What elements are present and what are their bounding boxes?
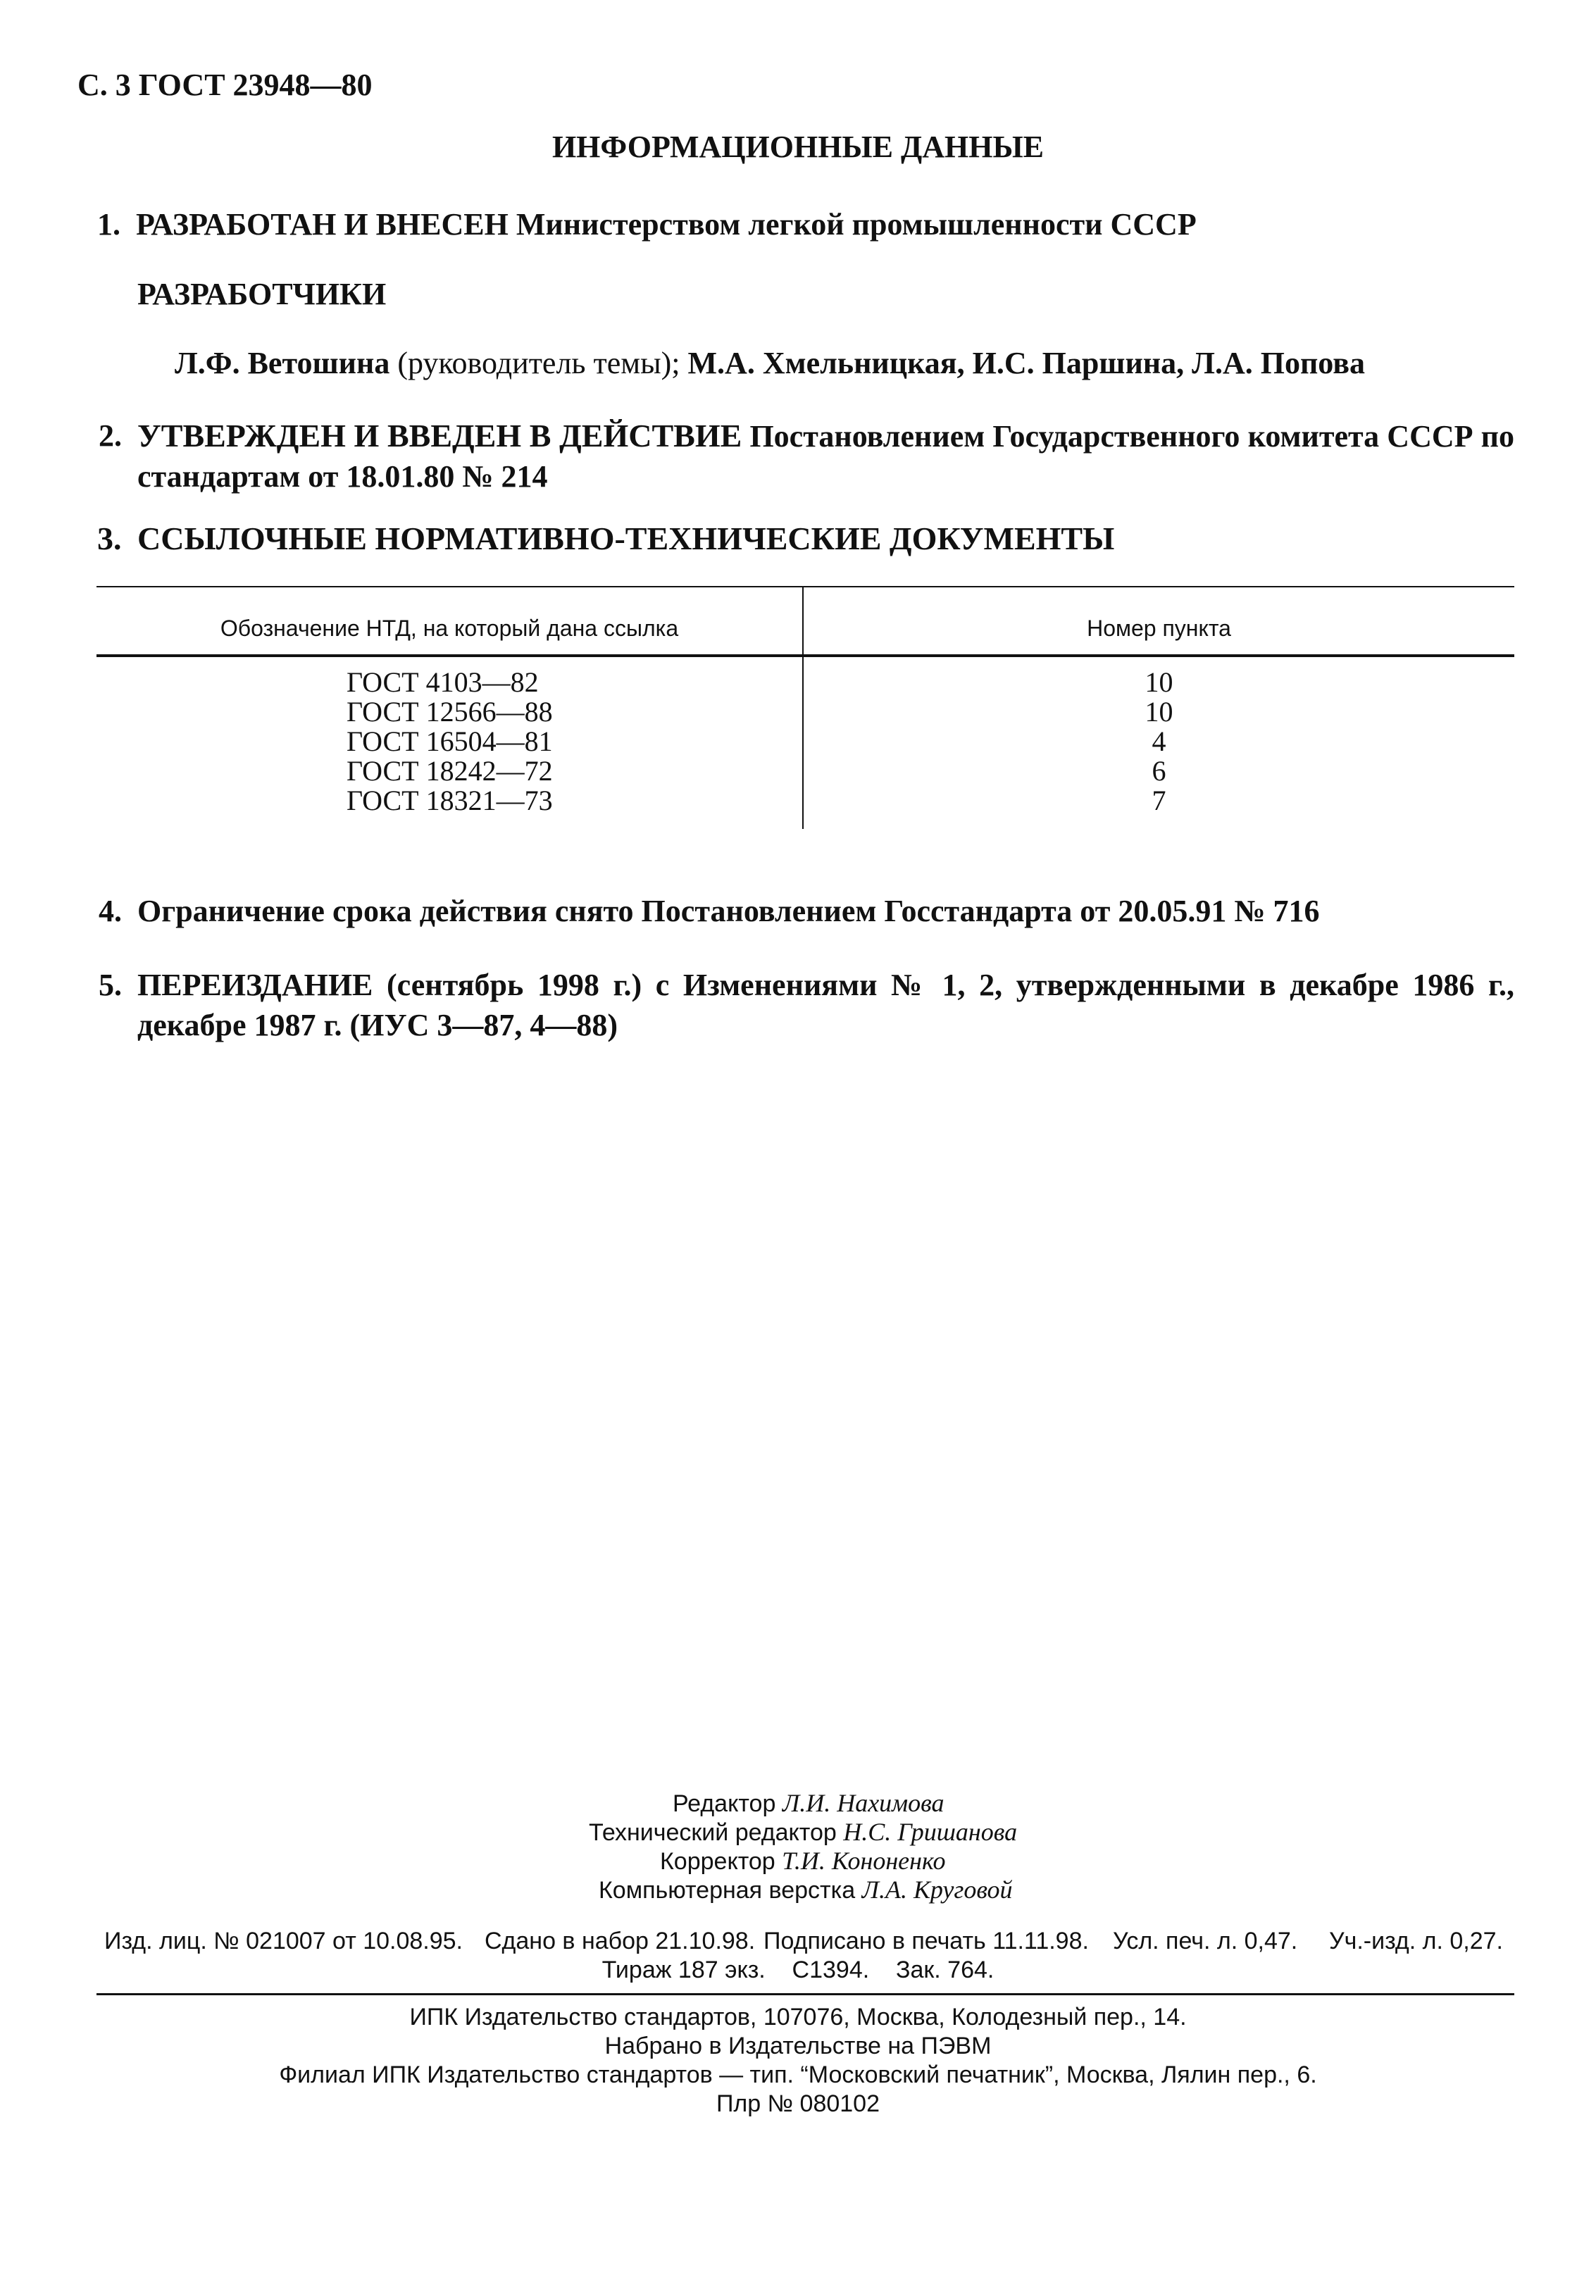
imprint-run: Тираж 187 экз. С1394. Зак. 764.	[601, 1957, 995, 1983]
table-cell-clause: 7	[1152, 785, 1166, 816]
table-cell-clause: 10	[1145, 696, 1173, 728]
table-top-rule	[96, 586, 1514, 587]
section-number: 2.	[99, 418, 122, 453]
credit-role: Компьютерная верстка	[599, 1877, 856, 1904]
credit-name: Н.С. Гришанова	[843, 1818, 1018, 1846]
section-lead: РАЗРАБОТАН И ВНЕСЕН	[136, 207, 509, 242]
table-cell-clause: 10	[1145, 666, 1173, 698]
footer-rule	[96, 1993, 1514, 1995]
table-header-rule	[96, 654, 1514, 657]
section-2	[99, 416, 1514, 497]
credit-role: Технический редактор	[589, 1819, 837, 1846]
section-text: Ограничение срока действия снято Постановлением Госстандарта от 20.05.91 № 716	[137, 894, 1320, 928]
section-number: 5.	[99, 968, 122, 1002]
publisher-line: Филиал ИПК Издательство стандартов — тип. “Московский печатник”, Москва, Лялин пер., 6.	[279, 2061, 1317, 2088]
table-header-clause: Номер пункта	[1087, 616, 1231, 641]
developers-heading: РАЗРАБОТЧИКИ	[137, 277, 387, 311]
credit-corrector	[660, 1847, 945, 1876]
imprint-license: Изд. лиц. № 021007 от 10.08.95.	[104, 1928, 463, 1954]
page-header: С. 3 ГОСТ 23948—80	[77, 68, 373, 102]
section-text: Министерством легкой промышленности СССР	[516, 207, 1197, 242]
section-5	[99, 965, 1514, 1045]
other-developers: М.А. Хмельницкая, И.С. Паршина, Л.А. Попова	[687, 346, 1365, 380]
reference-table	[96, 586, 1514, 829]
section-number: 4.	[99, 894, 122, 928]
publisher-line: ИПК Издательство стандартов, 107076, Москва, Колодезный пер., 14.	[409, 2004, 1187, 2030]
imprint-pub-sheets: Уч.-изд. л. 0,27.	[1329, 1928, 1503, 1954]
table-cell-doc: ГОСТ 4103—82	[347, 666, 539, 698]
table-cell-doc: ГОСТ 18321—73	[347, 785, 553, 816]
publisher-line: Плр № 080102	[716, 2090, 880, 2117]
developers-list	[175, 345, 1365, 381]
credit-name: Т.И. Кононенко	[782, 1847, 946, 1875]
table-cell-clause: 4	[1152, 725, 1166, 757]
imprint-print-sheets: Усл. печ. л. 0,47.	[1113, 1928, 1298, 1954]
credit-role: Редактор	[673, 1790, 776, 1817]
section-text: Постановлением Государственного комитета СССР по стандартам от 18.01.80 № 214	[137, 419, 1515, 494]
imprint-signed: Подписано в печать 11.11.98.	[763, 1928, 1089, 1954]
table-header-ntd: Обозначение НТД, на который дана ссылка	[220, 616, 679, 641]
lead-role: (руководитель темы);	[397, 346, 680, 380]
credit-layout	[599, 1876, 1013, 1905]
table-cell-clause: 6	[1152, 755, 1166, 787]
table-cell-doc: ГОСТ 16504—81	[347, 725, 553, 757]
credit-tech-editor	[589, 1818, 1017, 1847]
credit-name: Л.А. Круговой	[861, 1876, 1013, 1904]
section-text: ПЕРЕИЗДАНИЕ (сентябрь 1998 г.) с Изменениями № 1, 2, утвержденными в декабре 1986 г., декабре 1987 г. (ИУС 3—87, 4—88)	[137, 968, 1514, 1042]
page-title: ИНФОРМАЦИОННЫЕ ДАННЫЕ	[551, 130, 1045, 164]
credit-editor	[673, 1789, 944, 1818]
publisher-line: Набрано в Издательстве на ПЭВМ	[604, 2033, 992, 2059]
section-number: 3.	[97, 520, 122, 556]
credit-role: Корректор	[660, 1848, 775, 1875]
imprint-typeset: Сдано в набор 21.10.98.	[485, 1928, 756, 1954]
table-cell-doc: ГОСТ 12566—88	[347, 696, 553, 728]
credit-name: Л.И. Нахимова	[782, 1789, 944, 1817]
section-text: ССЫЛОЧНЫЕ НОРМАТИВНО-ТЕХНИЧЕСКИЕ ДОКУМЕНТЫ	[137, 520, 1115, 556]
table-cell-doc: ГОСТ 18242—72	[347, 755, 553, 787]
lead-developer: Л.Ф. Ветошина	[175, 346, 390, 380]
section-number: 1.	[97, 207, 120, 242]
section-lead: УТВЕРЖДЕН И ВВЕДЕН В ДЕЙСТВИЕ	[137, 418, 742, 454]
